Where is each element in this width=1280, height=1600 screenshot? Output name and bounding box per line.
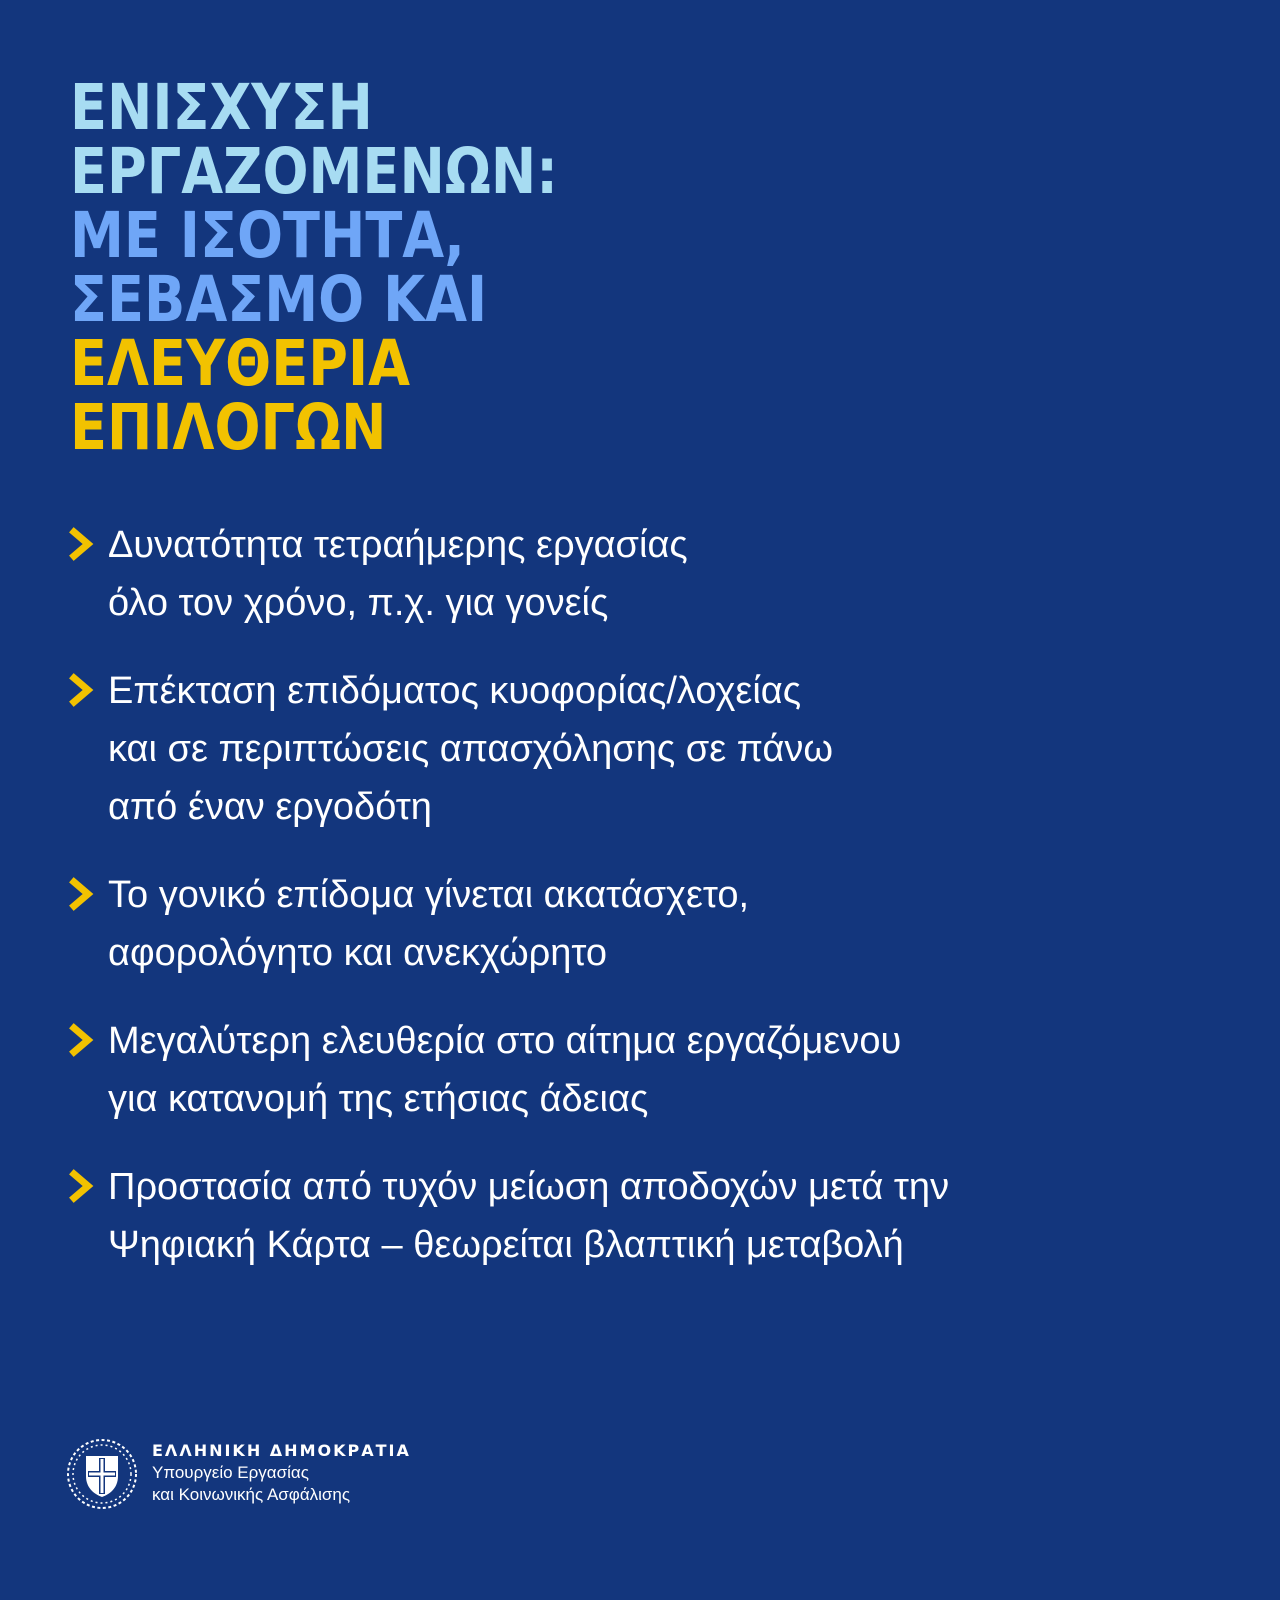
bullet-item-1	[68, 516, 1248, 632]
headline	[70, 71, 1170, 464]
bullet-5-line-2: Ψηφιακή Κάρτα – θεωρείται βλαπτική μεταβολή	[108, 1224, 904, 1266]
greek-coat-of-arms-icon	[64, 1436, 140, 1512]
headline-line-3: ΜΕ ΙΣΟΤΗΤΑ,	[70, 199, 465, 272]
bullet-3-line-1: Το γονικό επίδομα γίνεται ακατάσχετο,	[108, 874, 750, 916]
bullet-2-line-1: Επέκταση επιδόματος κυοφορίας/λοχείας	[108, 670, 802, 712]
headline-line-1: ΕΝΙΣΧΥΣΗ	[70, 71, 373, 144]
bullet-item-5	[68, 1158, 1248, 1274]
bullet-item-4	[68, 1012, 1248, 1128]
bullet-2-line-3: από έναν εργοδότη	[108, 786, 432, 828]
headline-line-5: ΕΛΕΥΘΕΡΙΑ	[70, 327, 411, 400]
bullet-2-line-2: και σε περιπτώσεις απασχόλησης σε πάνω	[108, 728, 834, 770]
bullet-1-line-2: όλο τον χρόνο, π.χ. για γονείς	[108, 582, 609, 624]
ministry-line-1: Υπουργείο Εργασίας	[152, 1463, 309, 1482]
headline-line-2: ΕΡΓΑΖΟΜΕΝΩΝ:	[70, 135, 558, 208]
bullet-list	[68, 516, 1248, 1304]
footer	[64, 1436, 564, 1516]
bullet-1-line-1: Δυνατότητα τετραήμερης εργασίας	[108, 524, 688, 566]
org-name: ΕΛΛΗΝΙΚΗ ΔΗΜΟΚΡΑΤΙΑ	[152, 1441, 411, 1460]
bullet-3-line-2: αφορολόγητο και ανεκχώρητο	[108, 932, 607, 974]
bullet-item-3	[68, 866, 1248, 982]
chevron-right-icon	[68, 672, 96, 708]
bullet-item-2	[68, 662, 1248, 836]
ministry-line-2: και Κοινωνικής Ασφάλισης	[152, 1485, 351, 1504]
headline-line-4: ΣΕΒΑΣΜΟ ΚΑΙ	[70, 263, 488, 336]
bullet-5-line-1: Προστασία από τυχόν μείωση αποδοχών μετά την	[108, 1166, 950, 1208]
chevron-right-icon	[68, 876, 96, 912]
bullet-4-line-2: για κατανομή της ετήσιας άδειας	[108, 1078, 649, 1120]
bullet-4-line-1: Μεγαλύτερη ελευθερία στο αίτημα εργαζόμενου	[108, 1020, 902, 1062]
chevron-right-icon	[68, 1022, 96, 1058]
chevron-right-icon	[68, 526, 96, 562]
footer-text	[152, 1440, 411, 1506]
headline-line-6: ΕΠΙΛΟΓΩΝ	[70, 391, 387, 464]
chevron-right-icon	[68, 1168, 96, 1204]
